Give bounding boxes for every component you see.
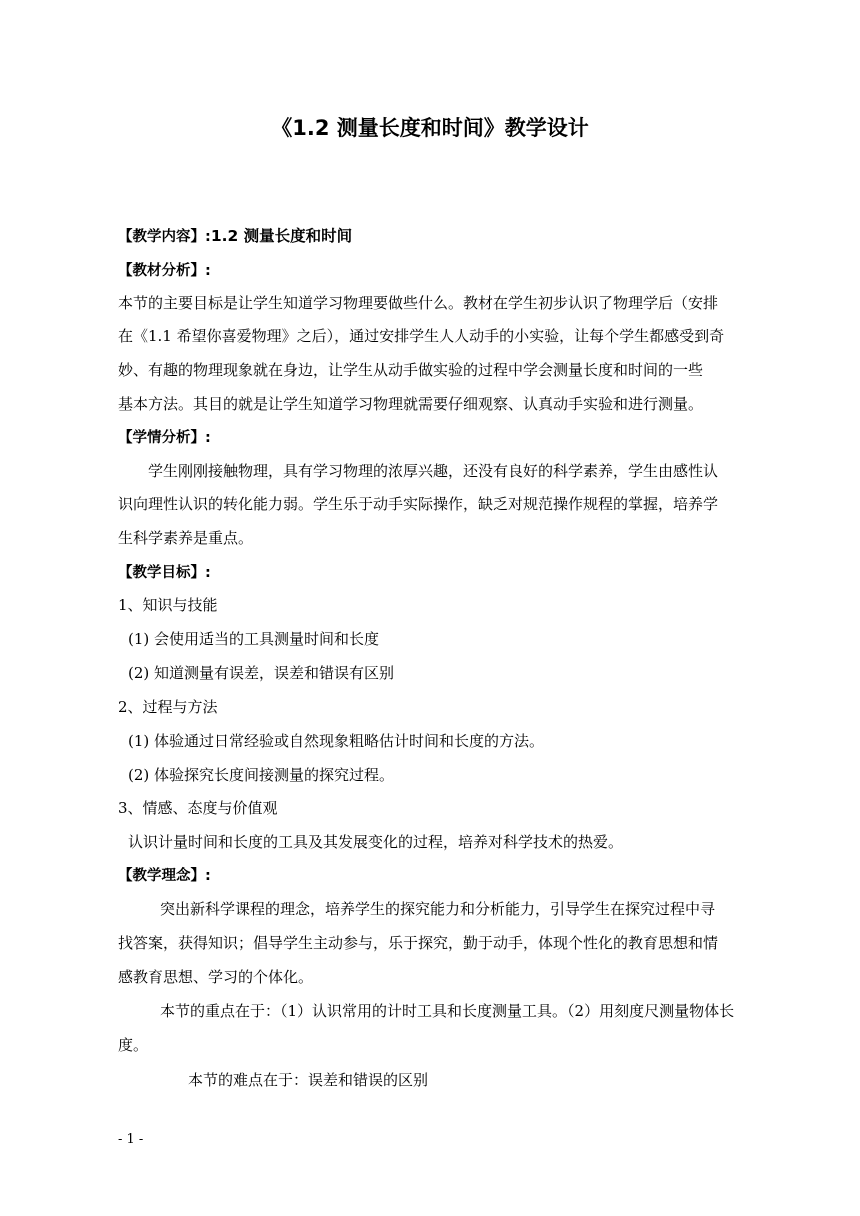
objective-item: (2) 知道测量有误差，误差和错误有区别 [128, 664, 395, 682]
objectives-heading: 【教学目标】: [118, 565, 211, 581]
objective-item: (2) 体验探究长度间接测量的探究过程。 [128, 766, 395, 784]
paragraph-line: 妙、有趣的物理现象就在身边，让学生从动手做实验的过程中学会测量长度和时间的一些 [118, 361, 704, 379]
content-value: 1.2 测量长度和时间 [210, 227, 353, 245]
student-analysis-heading: 【学情分析】: [118, 430, 211, 446]
paragraph-line: 度。 [118, 1036, 149, 1054]
paragraph-line: 本节的难点在于：误差和错误的区别 [188, 1071, 429, 1089]
paragraph-line: 学生刚刚接触物理，具有学习物理的浓厚兴趣，还没有良好的科学素养，学生由感性认 [148, 462, 719, 480]
paragraph-line: 基本方法。其目的就是让学生知道学习物理就需要仔细观察、认真动手实验和进行测量。 [118, 395, 704, 413]
paragraph-line: 生科学素养是重点。 [118, 529, 254, 547]
objective-item: 认识计量时间和长度的工具及其发展变化的过程，培养对科学技术的热爱。 [128, 833, 624, 851]
objective-item: (1) 会使用适当的工具测量时间和长度 [128, 630, 380, 648]
page-number: - 1 - [118, 1132, 144, 1147]
objective-item: (1) 体验通过日常经验或自然现象粗略估计时间和长度的方法。 [128, 732, 545, 750]
paragraph-line: 在《1.1 希望你喜爱物理》之后），通过安排学生人人动手的小实验，让每个学生都感受到奇 [118, 327, 725, 345]
paragraph-line: 本节的重点在于：（1）认识常用的计时工具和长度测量工具。（2）用刻度尺测量物体长 [160, 1002, 735, 1020]
paragraph-line: 识向理性认识的转化能力弱。学生乐于动手实际操作，缺乏对规范操作规程的掌握，培养学 [118, 495, 719, 513]
objective-section-title: 3、情感、态度与价值观 [118, 799, 278, 817]
paragraph-line: 突出新科学课程的理念，培养学生的探究能力和分析能力，引导学生在探究过程中寻 [160, 900, 716, 918]
paragraph-line: 感教育思想、学习的个体化。 [118, 968, 314, 986]
objective-section-title: 1、知识与技能 [118, 596, 218, 614]
objective-section-title: 2、过程与方法 [118, 698, 218, 716]
philosophy-heading: 【教学理念】: [118, 868, 211, 884]
content-heading [118, 224, 738, 249]
paragraph-line: 找答案，获得知识；倡导学生主动参与，乐于探究，勤于动手，体现个性化的教育思想和情 [118, 934, 719, 952]
content-label: 【教学内容】: [118, 229, 211, 245]
textbook-analysis-heading: 【教材分析】: [118, 263, 211, 279]
paragraph-line: 本节的主要目标是让学生知道学习物理要做些什么。教材在学生初步认识了物理学后（安排 [118, 294, 719, 312]
document-title: 《1.2 测量长度和时间》教学设计 [271, 116, 589, 140]
